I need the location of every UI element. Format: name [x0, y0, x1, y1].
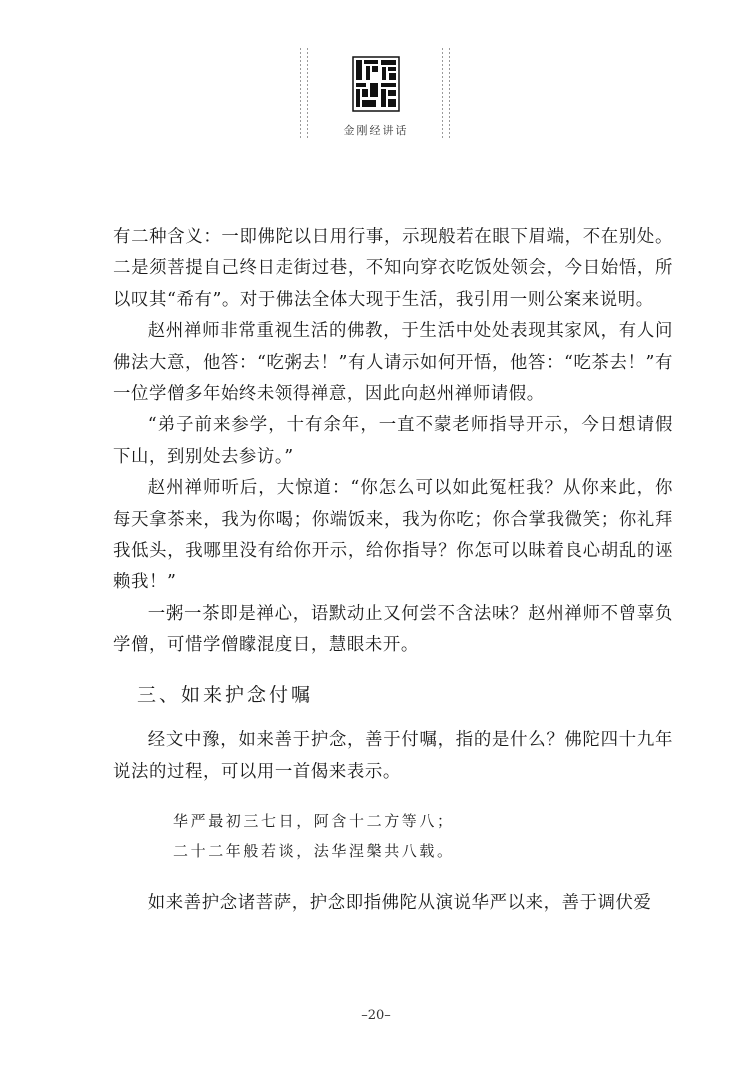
verse-line: 二十二年般若谈，法华涅槃共八载。 — [173, 841, 455, 860]
paragraph: 赵州禅师听后，大惊道：“你怎么可以如此冤枉我？从你来此，你每天拿茶来，我为你喝；你端饭来，我为你吃；你合掌我微笑；你礼拜我低头，我哪里没有给你开示，给你指导？你怎可以昧着良心胡乱的诬赖我！” — [113, 478, 673, 593]
running-header-title: 金刚经讲话 — [343, 124, 409, 137]
paragraph: 经文中豫，如来善于护念，善于付嘱，指的是什么？佛陀四十九年说法的过程，可以用一首偈来表示。 — [113, 730, 673, 782]
page-number: –20– — [361, 1008, 391, 1023]
verse-block — [173, 806, 673, 866]
paragraph: “弟子前来参学，十有余年，一直不蒙老师指导开示，今日想请假下山，到别处去参访。” — [113, 415, 673, 467]
section-heading: 三、如来护念付嘱 — [137, 683, 314, 706]
paragraph: 赵州禅师非常重视生活的佛教，于生活中处处表现其家风，有人问佛法大意，他答：“吃粥去！”有人请示如何开悟，他答：“吃茶去！”有一位学僧多年始终未领得禅意，因此向赵州禅师请假。 — [113, 321, 673, 405]
page-body — [113, 222, 673, 919]
book-seal-logo — [352, 56, 400, 112]
paragraph: 有二种含义：一即佛陀以日用行事，示现般若在眼下眉端，不在别处。二是须菩提自己终日走街过巷，不知向穿衣吃饭处领会，今日始悟，所以叹其“希有”。对于佛法全体大现于生活，我引用一则公案来说明。 — [113, 227, 673, 310]
paragraph: 一粥一茶即是禅心，语默动止又何尝不含法味？赵州禅师不曾辜负学僧，可惜学僧矇混度日，慧眼未开。 — [113, 603, 673, 656]
paragraph: 如来善护念诸菩萨，护念即指佛陀从演说华严以来，善于调伏爱 — [147, 892, 652, 913]
verse-line: 华严最初三七日，阿含十二方等八； — [173, 811, 455, 830]
